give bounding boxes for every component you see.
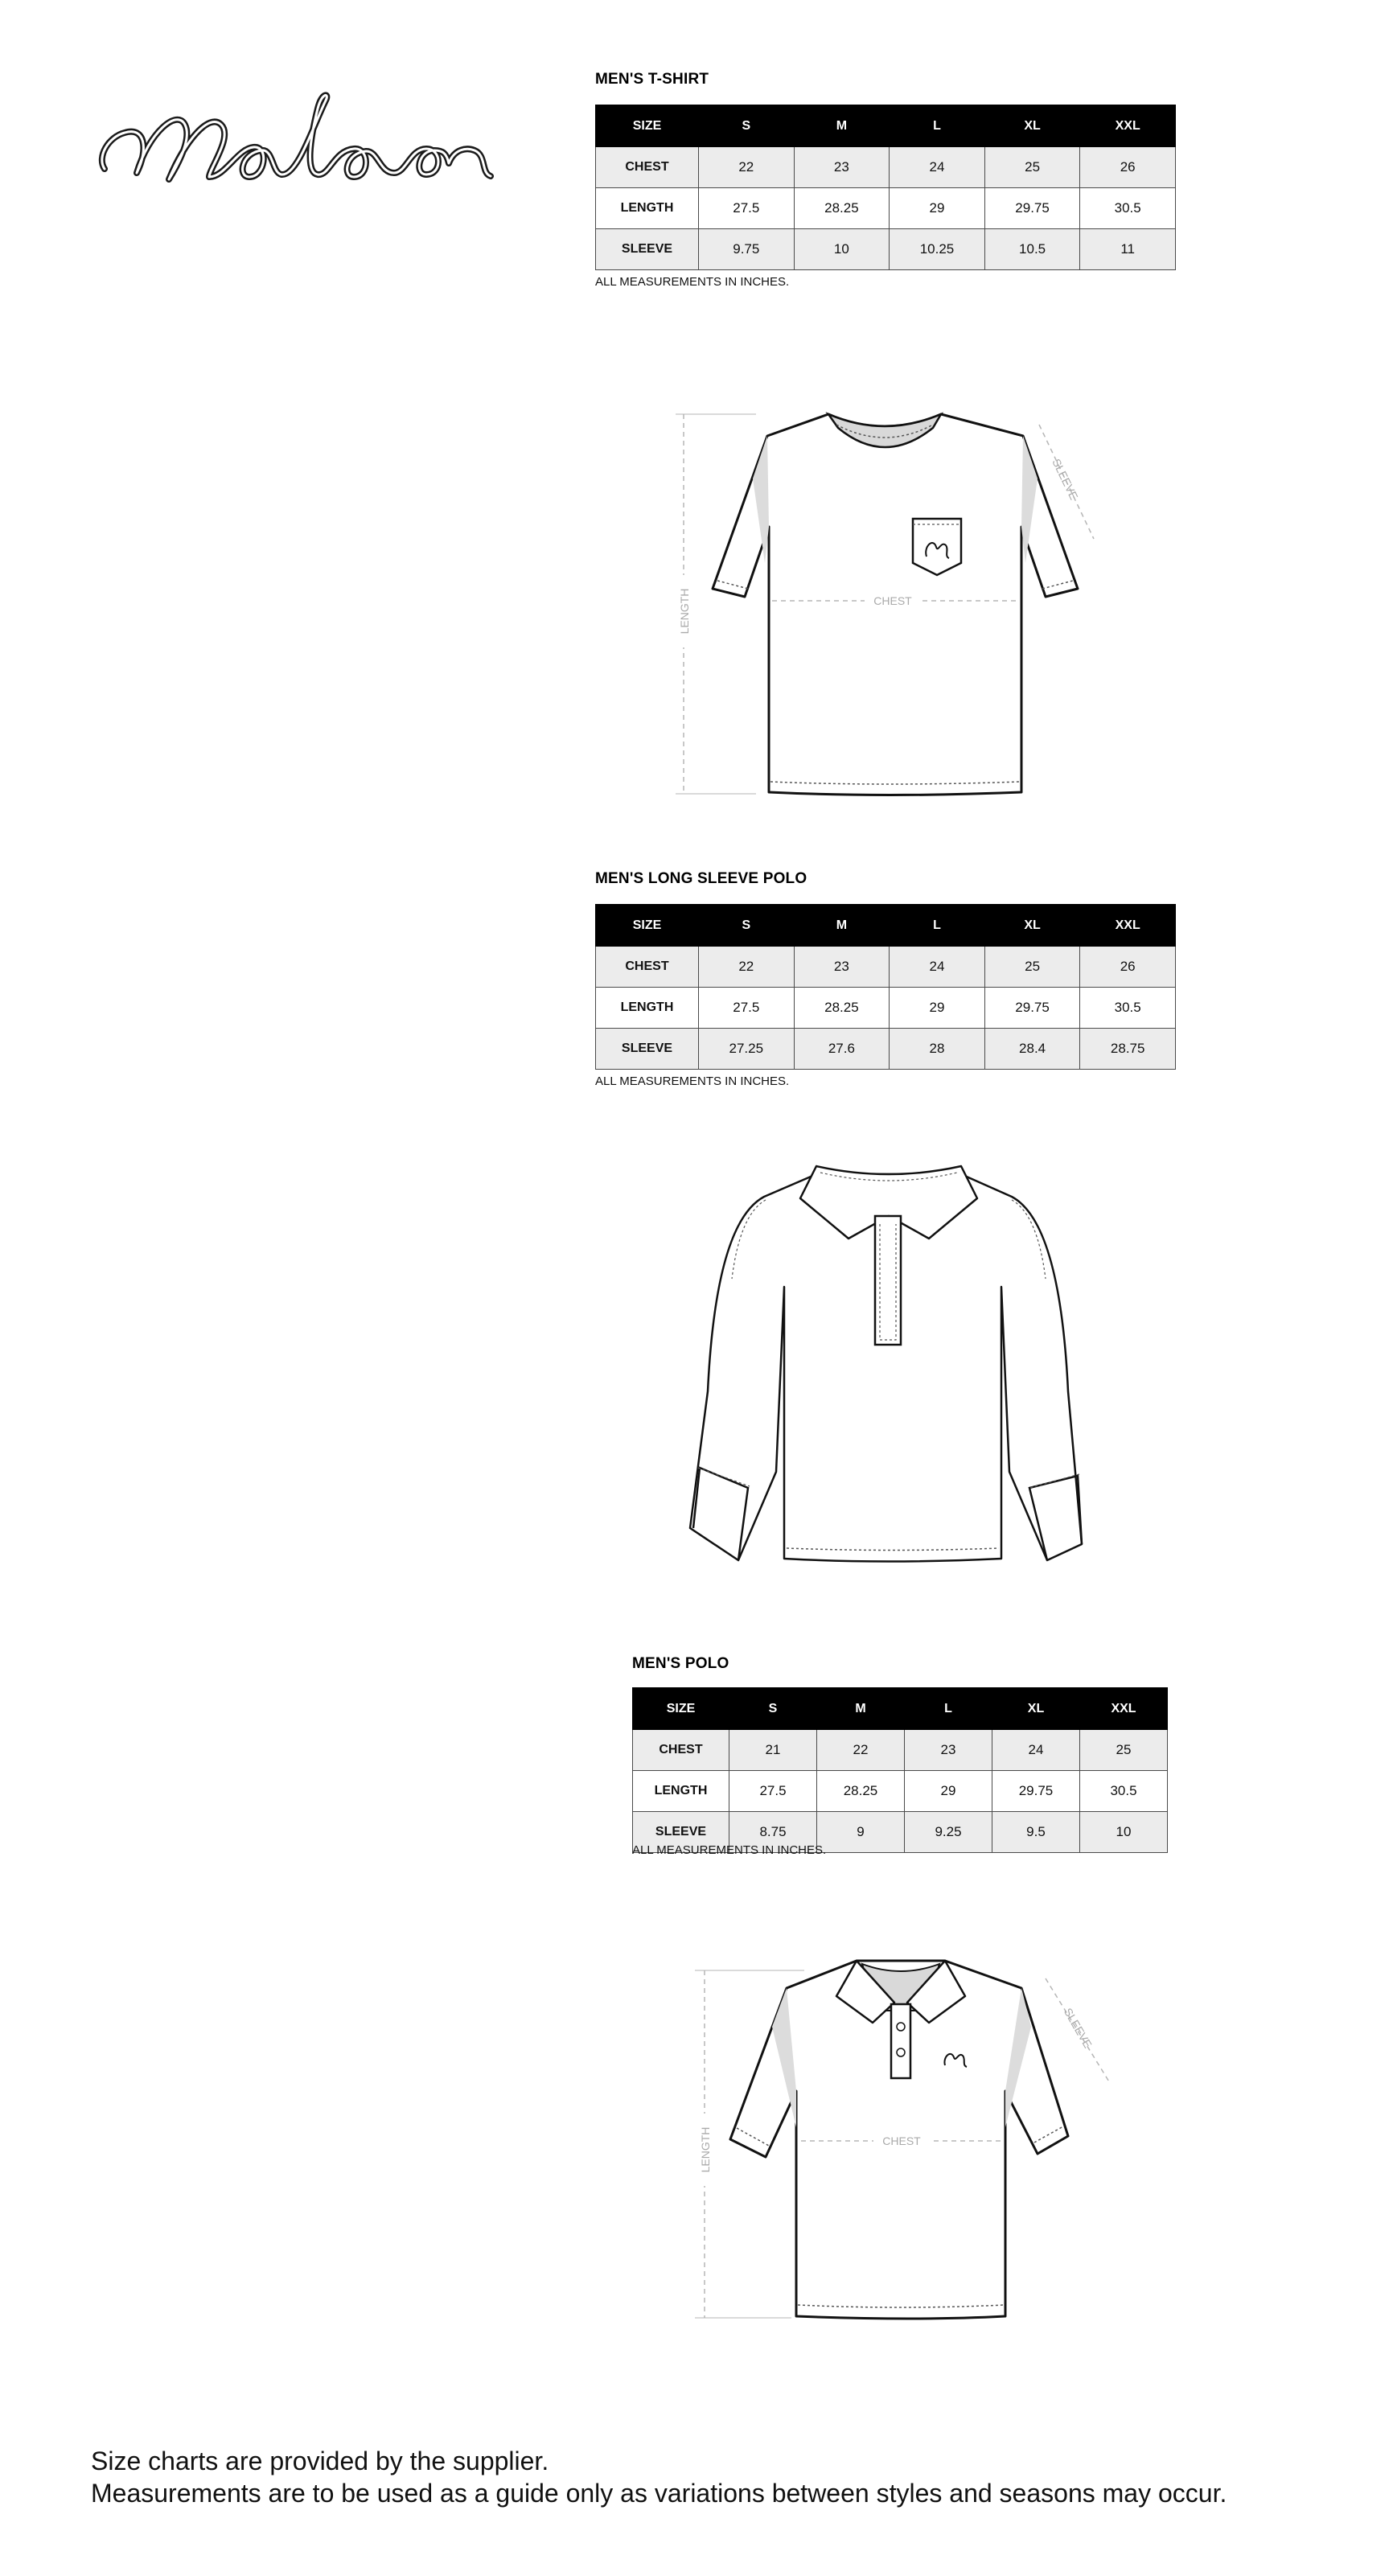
row-label: CHEST: [633, 1730, 729, 1771]
table-row: [596, 188, 1176, 229]
row-label: CHEST: [596, 947, 699, 988]
polo-diagram: [684, 1946, 1134, 2332]
table-cell: 24: [992, 1730, 1080, 1771]
size-header: SIZE: [596, 905, 699, 947]
table-cell: 30.5: [1080, 1771, 1168, 1812]
table-cell: 10: [794, 229, 890, 270]
table-cell: 10: [1080, 1812, 1168, 1853]
table-cell: 29: [890, 988, 985, 1029]
table-cell: 27.5: [699, 188, 795, 229]
footer-disclaimer: [91, 2445, 1227, 2509]
table-cell: 27.25: [699, 1029, 795, 1070]
size-header: SIZE: [633, 1688, 729, 1730]
table-cell: 22: [699, 147, 795, 188]
table-header-row: [633, 1688, 1168, 1730]
row-label: LENGTH: [596, 188, 699, 229]
length-dimension-label: LENGTH: [699, 2126, 712, 2173]
table-row: [596, 229, 1176, 270]
table-row: [633, 1730, 1168, 1771]
table-cell: 28.75: [1080, 1029, 1176, 1070]
chest-dimension-label: CHEST: [873, 594, 912, 607]
table-cell: 28: [890, 1029, 985, 1070]
tshirt-size-table: [595, 105, 1176, 270]
table-cell: 22: [699, 947, 795, 988]
size-s-header: S: [729, 1688, 817, 1730]
malbon-logo-icon: [88, 76, 507, 205]
measurement-note: ALL MEASUREMENTS IN INCHES.: [632, 1843, 827, 1857]
table-cell: 10.5: [984, 229, 1080, 270]
size-xl-header: XL: [992, 1688, 1080, 1730]
size-xxl-header: XXL: [1080, 1688, 1168, 1730]
table-cell: 30.5: [1080, 188, 1176, 229]
sleeve-dimension-label: SLEEVE: [1050, 456, 1081, 502]
table-cell: 28.4: [984, 1029, 1080, 1070]
size-m-header: M: [794, 905, 890, 947]
table-cell: 29.75: [984, 988, 1080, 1029]
table-cell: 9.75: [699, 229, 795, 270]
size-xl-header: XL: [984, 905, 1080, 947]
table-cell: 26: [1080, 947, 1176, 988]
table-cell: 28.25: [794, 188, 890, 229]
table-cell: 23: [794, 947, 890, 988]
size-l-header: L: [890, 905, 985, 947]
table-cell: 10.25: [890, 229, 985, 270]
row-label: LENGTH: [633, 1771, 729, 1812]
footer-line-2: Measurements are to be used as a guide only as variations between styles and seasons may occur.: [91, 2479, 1227, 2508]
table-cell: 29: [890, 188, 985, 229]
size-s-header: S: [699, 905, 795, 947]
tshirt-title: MEN'S T-SHIRT: [595, 71, 709, 88]
size-header: SIZE: [596, 105, 699, 147]
table-cell: 8.75: [729, 1812, 817, 1853]
table-cell: 28.25: [794, 988, 890, 1029]
row-label: LENGTH: [596, 988, 699, 1029]
table-cell: 26: [1080, 147, 1176, 188]
row-label: SLEEVE: [596, 1029, 699, 1070]
table-cell: 11: [1080, 229, 1176, 270]
table-header-row: [596, 905, 1176, 947]
table-cell: 24: [890, 147, 985, 188]
row-label: CHEST: [596, 147, 699, 188]
measurement-note: ALL MEASUREMENTS IN INCHES.: [595, 1074, 790, 1088]
size-l-header: L: [905, 1688, 992, 1730]
table-cell: 9: [817, 1812, 905, 1853]
table-cell: 30.5: [1080, 988, 1176, 1029]
size-xl-header: XL: [984, 105, 1080, 147]
sleeve-dimension-label: SLEEVE: [1061, 2005, 1095, 2051]
size-m-header: M: [794, 105, 890, 147]
table-cell: 27.5: [729, 1771, 817, 1812]
chest-dimension-label: CHEST: [882, 2134, 921, 2147]
placket-icon: [891, 2004, 910, 2078]
table-row: [596, 1029, 1176, 1070]
table-cell: 25: [984, 947, 1080, 988]
table-cell: 9.25: [905, 1812, 992, 1853]
length-dimension-label: LENGTH: [678, 588, 691, 635]
table-row: [596, 988, 1176, 1029]
table-cell: 24: [890, 947, 985, 988]
polo-size-table: [632, 1687, 1168, 1853]
table-row: [596, 147, 1176, 188]
row-label: SLEEVE: [596, 229, 699, 270]
table-cell: 23: [794, 147, 890, 188]
table-row: [633, 1771, 1168, 1812]
table-cell: 9.5: [992, 1812, 1080, 1853]
brand-logo: [88, 76, 507, 205]
placket-icon: [875, 1216, 901, 1345]
table-row: [596, 947, 1176, 988]
long-sleeve-polo-title: MEN'S LONG SLEEVE POLO: [595, 870, 807, 887]
measurement-note: ALL MEASUREMENTS IN INCHES.: [595, 275, 790, 289]
footer-line-1: Size charts are provided by the supplier.: [91, 2447, 549, 2475]
row-label: SLEEVE: [633, 1812, 729, 1853]
size-s-header: S: [699, 105, 795, 147]
table-cell: 27.5: [699, 988, 795, 1029]
table-cell: 29: [905, 1771, 992, 1812]
table-cell: 25: [1080, 1730, 1168, 1771]
table-cell: 25: [984, 147, 1080, 188]
size-l-header: L: [890, 105, 985, 147]
table-cell: 23: [905, 1730, 992, 1771]
size-xxl-header: XXL: [1080, 905, 1176, 947]
size-m-header: M: [817, 1688, 905, 1730]
long-sleeve-polo-size-table: [595, 904, 1176, 1070]
table-cell: 22: [817, 1730, 905, 1771]
table-cell: 28.25: [817, 1771, 905, 1812]
polo-title: MEN'S POLO: [632, 1655, 729, 1672]
table-cell: 29.75: [992, 1771, 1080, 1812]
table-header-row: [596, 105, 1176, 147]
table-cell: 21: [729, 1730, 817, 1771]
tshirt-diagram: [668, 402, 1118, 812]
table-cell: 29.75: [984, 188, 1080, 229]
long-sleeve-polo-diagram: [684, 1150, 1094, 1568]
table-cell: 27.6: [794, 1029, 890, 1070]
size-xxl-header: XXL: [1080, 105, 1176, 147]
